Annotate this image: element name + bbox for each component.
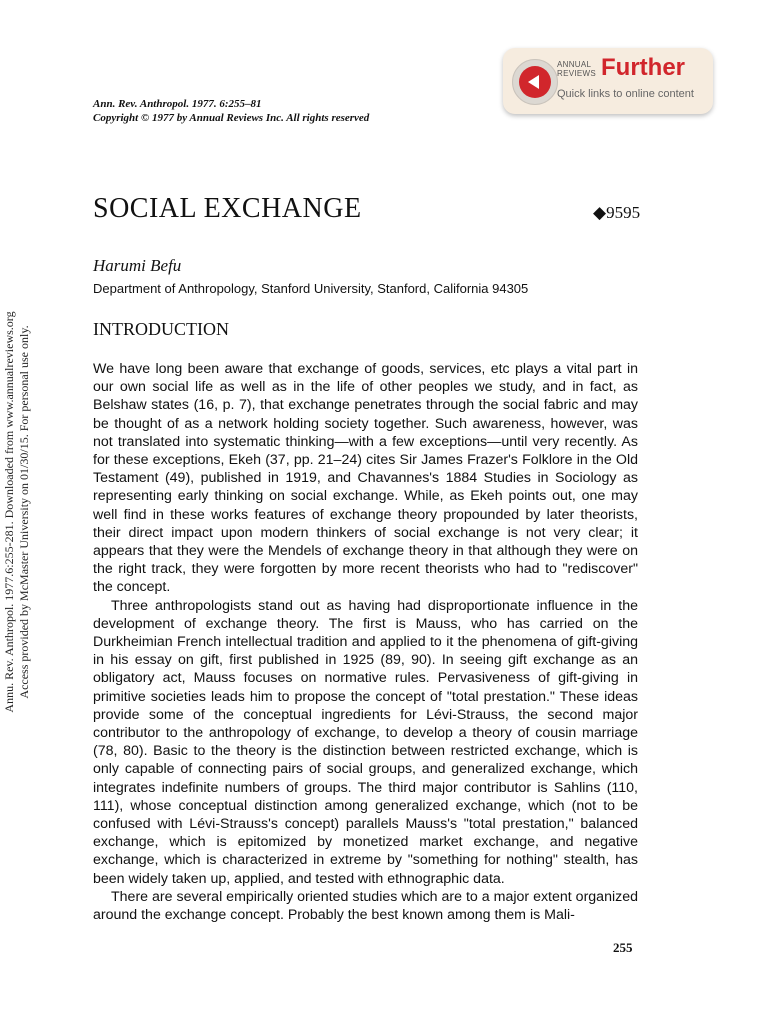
annual-reviews-brand: ANNUAL REVIEWS	[557, 60, 596, 78]
further-title: Further	[601, 54, 685, 81]
section-heading: INTRODUCTION	[93, 319, 229, 339]
download-notice-line1: Annu. Rev. Anthropol. 1977.6:255-281. Downloaded from www.annualreviews.org	[2, 311, 16, 713]
citation-line1: Ann. Rev. Anthropol. 1977. 6:255–81	[93, 98, 262, 110]
article-title: SOCIAL EXCHANGE	[93, 193, 362, 224]
paragraph: We have long been aware that exchange of goods, services, etc plays a vital part in our own social life as well as in the life of other peoples we study, and in fact, as Belshaw states (16, p. 7), that exchange penetrates through the social fabric and may be thought of as a network holding society together. Such awareness, however, was not translated into systematic thinking—with a few exceptions—until very recently. As for these exceptions, Ekeh (37, pp. 21–24) cites Sir James Frazer's Folklore in the Old Testament (49), published in 1919, and Chavannes's 1884 Studies in Sociology as representing early thinking on social exchange. While, as Ekeh points out, one may well find in these works features of exchange theory propounded by later theorists, their direct impact upon modern thinkers of social exchange is not very clear; it appears that they were the Mendels of exchange theory in that although they were on the right track, they were forgotten by more recent theorists who had to "rediscover" the concept.	[93, 361, 638, 596]
body-text	[93, 360, 638, 924]
further-subtitle: Quick links to online content	[557, 88, 694, 100]
paragraph: Three anthropologists stand out as having had disproportionate influence in the development of exchange theory. The first is Mauss, who has carried on the Durkheimian French intellectual tradition and applied to it the phenomena of gift-giving in his essay on gift, first published in 1925 (89, 90). In seeing gift exchange as an obligatory act, Mauss focuses on normative rules. Pervasiveness of gift-giving in primitive societies leads him to propose the concept of "total prestation." These ideas provide some of the conceptual ingredients for Lévi-Strauss, the second major contributor to the anthropology of exchange, to develop a theory of cousin marriage (78, 80). Basic to the theory is the distinction between restricted exchange, which is only capable of connecting pairs of social groups, and generalized exchange, which integrates indefinite numbers of groups. The third major contributor is Sahlins (110, 111), whose conceptual distinction among generalized exchange, which (not to be confused with Lévi-Strauss's concept) parallels Mauss's "total prestation," balanced exchange, which is epitomized by monetized market exchange, and negative exchange, which is characterized in extreme by "something for nothing" stealth, has been widely taken up, applied, and tested with ethnographic data.	[93, 597, 638, 887]
copyright-line: Copyright © 1977 by Annual Reviews Inc. All rights reserved	[93, 112, 370, 124]
paragraph: There are several empirically oriented studies which are to a major extent organized around the exchange concept. Probably the best known among them is Mali-	[93, 888, 638, 924]
further-links-badge[interactable]	[503, 48, 713, 114]
back-arrow-icon	[512, 59, 558, 105]
article-code: ◆9595	[593, 203, 641, 222]
author-name: Harumi Befu	[93, 256, 182, 275]
download-notice	[2, 182, 32, 842]
download-notice-line2: Access provided by McMaster University on 01/30/15. For personal use only.	[17, 325, 31, 699]
page-number: 255	[613, 940, 633, 955]
journal-citation	[93, 97, 369, 125]
author-affiliation: Department of Anthropology, Stanford University, Stanford, California 94305	[93, 281, 529, 296]
